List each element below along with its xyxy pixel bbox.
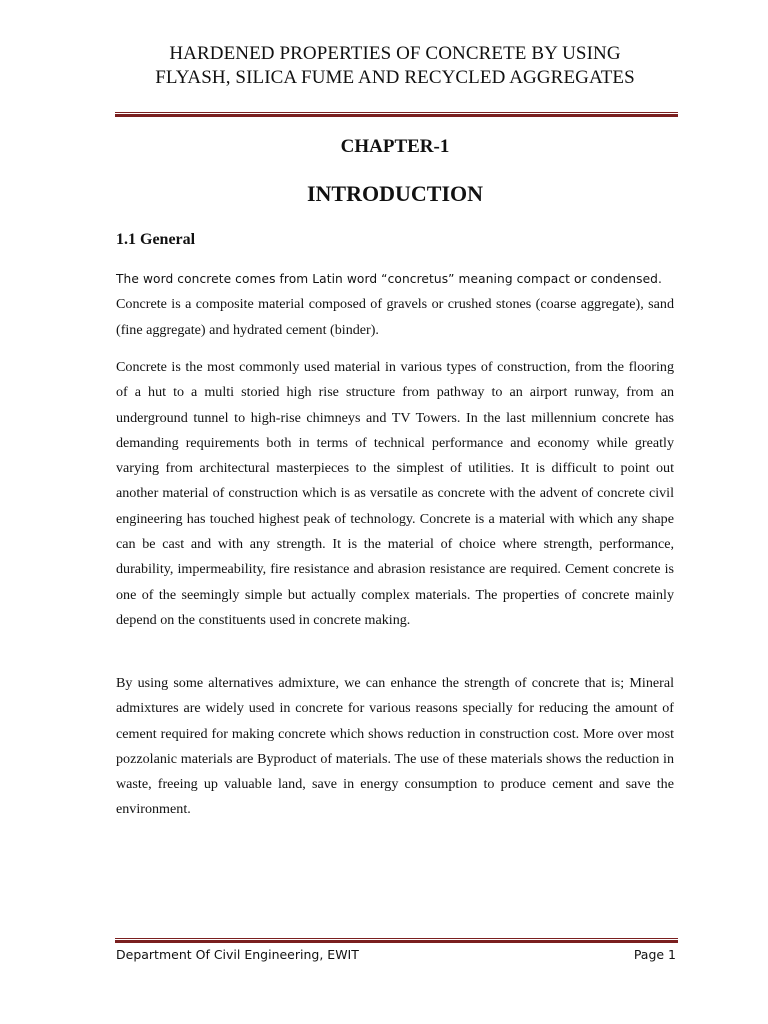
running-header-line-2: FLYASH, SILICA FUME AND RECYCLED AGGREGATES xyxy=(155,67,635,88)
running-header xyxy=(112,42,678,90)
header-divider xyxy=(115,112,678,117)
footer-page-number: Page 1 xyxy=(633,947,676,962)
chapter-label: CHAPTER-1 xyxy=(340,136,450,157)
paragraph-1-lead: The word concrete comes from Latin word “concretus” meaning compact or condensed. xyxy=(116,272,662,286)
running-header-line-1: HARDENED PROPERTIES OF CONCRETE BY USING xyxy=(169,43,621,64)
paragraph-1 xyxy=(116,267,674,343)
paragraph-1-text: Concrete is a composite material composed of gravels or crushed stones (coarse aggregate), sand (fine aggregate) and hydrated cement (binder). xyxy=(116,296,674,338)
footer-department: Department Of Civil Engineering, EWIT xyxy=(116,947,359,962)
paragraph-3: By using some alternatives admixture, we can enhance the strength of concrete that is; Mineral admixtures are widely used in concrete for various reasons specially for reducing the amount of cement required for making concrete which shows reduction in construction cost. More over most pozzolanic materials are Byproduct of materials. The use of these materials shows the reduction in waste, freeing up valuable land, save in energy consumption to produce cement and save the environment. xyxy=(116,675,674,818)
footer-divider xyxy=(115,938,678,943)
section-heading: 1.1 General xyxy=(116,231,196,248)
paragraph-2: Concrete is the most commonly used material in various types of construction, from the flooring of a hut to a multi storied high rise structure from pathway to an airport runway, from an underground tunnel to high-rise chimneys and TV Towers. In the last millennium concrete has demanding requirements both in terms of technical performance and economy while greatly varying from architectural masterpieces to the simplest of utilities. It is difficult to point out another material of construction which is as versatile as concrete with the advent of concrete civil engineering has touched highest peak of technology. Concrete is a material with which any shape can be cast and with any strength. It is the material of choice where strength, performance, durability, impermeability, fire resistance and abrasion resistance are required. Cement concrete is one of the seemingly simple but actually complex materials. The properties of concrete mainly depend on the constituents used in concrete making. xyxy=(116,359,674,628)
chapter-title: INTRODUCTION xyxy=(306,181,484,206)
